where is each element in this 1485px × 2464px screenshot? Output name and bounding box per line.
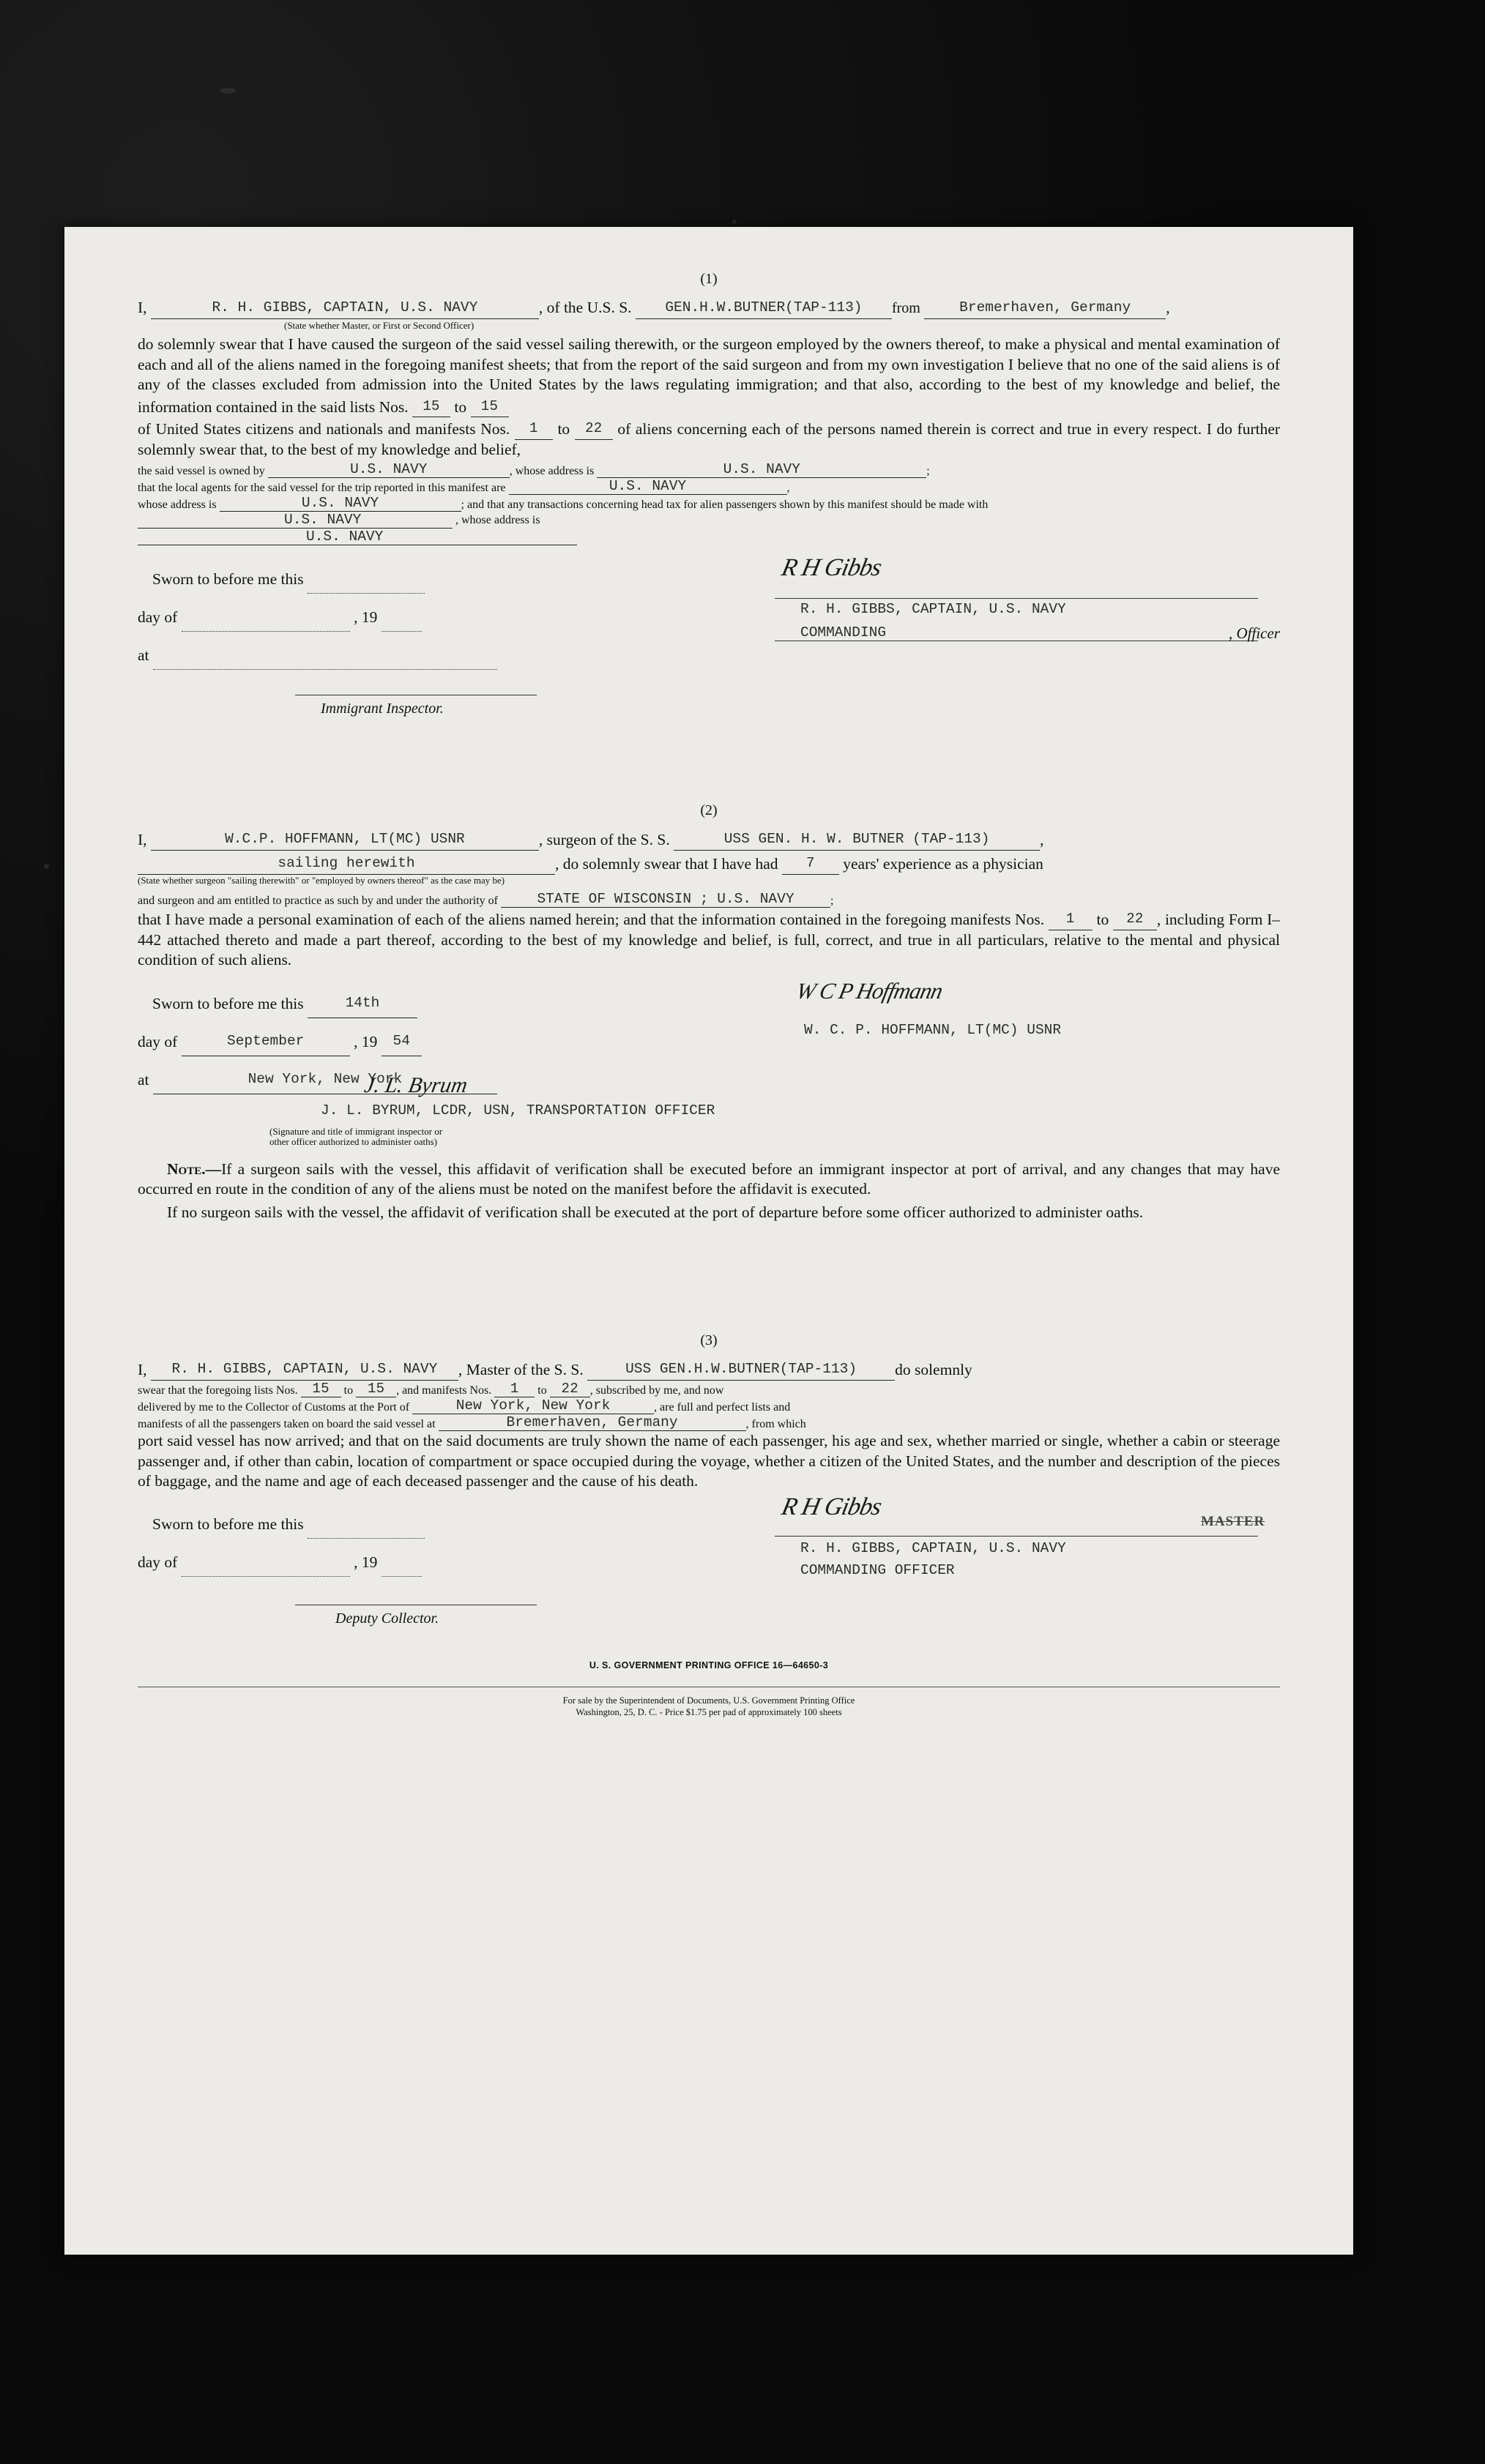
month-field-1[interactable] (182, 631, 350, 632)
owner-address-field[interactable]: U.S. NAVY (597, 461, 926, 478)
surgeon-signature-script: W C P Hoffmann (794, 977, 945, 1004)
sworn-date-field-3[interactable] (308, 1538, 425, 1539)
section-1-headtax-address-line (138, 529, 1280, 545)
section-3-lists-line: swear that the foregoing lists Nos. 15 to 15 , and manifests Nos. 1 to 22 , subscribed by me, and now (138, 1381, 724, 1397)
section-2-i-label: I, (138, 831, 147, 848)
day-of-label-1: day of , 19 (138, 602, 422, 632)
sworn-day-field-2[interactable]: 14th (308, 987, 417, 1018)
sworn-date-field-1[interactable] (308, 593, 425, 594)
month-field-3[interactable] (182, 1576, 350, 1577)
day-of-label-3: day of , 19 (138, 1548, 422, 1577)
section-2-sworn-block (138, 977, 1280, 1170)
section-1-sworn-block (138, 554, 1280, 722)
month-field-2[interactable]: September (182, 1025, 350, 1056)
master-name-field[interactable]: R. H. GIBBS, CAPTAIN, U.S. NAVY (151, 295, 539, 319)
immigrant-inspector-label-1: Immigrant Inspector. (321, 701, 444, 717)
master-signature-1: R H Gibbs (779, 554, 884, 581)
section-2-authority-line: and surgeon and am entitled to practice as such by and under the authority of STATE OF WISCONSIN ; U.S. NAVY ; (138, 891, 834, 907)
master-title-typed-1: COMMANDING (800, 624, 887, 641)
vessel-name-field[interactable]: GEN.H.W.BUTNER(TAP-113) (636, 295, 892, 319)
dust-speck (220, 88, 236, 94)
master-caption: (State whether Master, or First or Second Officer) (284, 320, 474, 331)
section-3-port-line: delivered by me to the Collector of Customs at the Port of New York, New York , are full and perfect lists and (138, 1397, 791, 1414)
master-title-typed-3: COMMANDING OFFICER (800, 1561, 955, 1578)
at-place-field-2[interactable]: New York, New York (153, 1063, 497, 1094)
at-label-1: at (138, 641, 497, 670)
manifest-from-field[interactable]: 1 (515, 417, 553, 440)
agent-address-field[interactable]: U.S. NAVY (220, 495, 461, 512)
section-2-number: (2) (700, 802, 718, 818)
surgeon-of-label: , surgeon of the S. S. (538, 831, 670, 848)
section-1-citizens-line: of United States citizens and nationals and manifests Nos. 1 to 22 of aliens concerning each of the persons named therein is correct and true in every respect. I do further solemnly swear that, to the best of my knowledge and belief, (138, 417, 1280, 460)
headtax-with-field[interactable]: U.S. NAVY (138, 512, 453, 529)
day-of-label-2: day of September , 19 54 (138, 1025, 422, 1056)
section-3-i-label: I, (138, 1361, 147, 1378)
surgeon-name-field[interactable]: W.C.P. HOFFMANN, LT(MC) USNR (151, 826, 539, 851)
dust-speck (732, 220, 737, 224)
signature-rule-3 (775, 1536, 1258, 1537)
section-2-note-2: If no surgeon sails with the vessel, the affidavit of verification shall be executed at the port of departure before some officer authorized to administer oaths. (167, 1203, 1144, 1221)
year-field-1[interactable] (382, 631, 422, 632)
year-field-3[interactable] (382, 1576, 422, 1577)
section-3-affidavit: I, R. H. GIBBS, CAPTAIN, U.S. NAVY , Master of the S. S. USS GEN.H.W.BUTNER(TAP-113) do solemnly swear that the foregoing lists Nos. 15 to 15 , and manifests Nos. 1 to 22 , subscribed by me, and now delivered by me to the Collector of Customs at the Port of New York, New York , are full and perfect lists and manifests of all the passengers taken on board the said vessel at Bremerhaven, Germany , from which port said vessel has now arrived; and that on the said documents are truly shown the name of each passenger, his age and sex, whether married or single, whether a cabin or steerage passenger and, if other than cabin, location of compartment or space occupied during the voyage, whether a citizen of the United States, and the number and description of the pieces of baggage, and the name and age of each deceased passenger and the cause of his death. (138, 1356, 1280, 1492)
at-label-2: at New York, New York (138, 1063, 497, 1094)
signature-rule-1 (775, 598, 1258, 599)
section-1-headtax-line: U.S. NAVY , whose address is (138, 512, 1280, 529)
master-signature-typed-1: R. H. GIBBS, CAPTAIN, U.S. NAVY (800, 601, 1066, 617)
section-1-owner-line: the said vessel is owned by U.S. NAVY , whose address is U.S. NAVY ; (138, 461, 930, 477)
surgeon-caption: (State whether surgeon "sailing therewith" or "employed by owners thereof" as the case may be) (138, 875, 505, 886)
s2-manifest-from-field[interactable]: 1 (1049, 908, 1093, 930)
section-1-agent-address-line: whose address is U.S. NAVY ; and that any transactions concerning head tax for alien passengers shown by this manifest should be made with (138, 495, 989, 511)
officer-label-1: , Officer (1229, 624, 1280, 642)
sworn-label-1: Sworn to before me this (152, 564, 425, 594)
sworn-label-2: Sworn to before me this 14th (152, 987, 417, 1018)
customs-port-field[interactable]: New York, New York (412, 1397, 654, 1414)
s3-master-name-field[interactable]: R. H. GIBBS, CAPTAIN, U.S. NAVY (151, 1356, 458, 1381)
section-1-number: (1) (700, 271, 718, 287)
sworn-label-3: Sworn to before me this (152, 1509, 425, 1539)
s3-manifest-to-field[interactable]: 22 (550, 1381, 590, 1397)
note-label: Note.— (167, 1160, 222, 1178)
master-signature-3: R H Gibbs (779, 1493, 884, 1520)
section-1-paragraph: do solemnly swear that I have caused the surgeon of the said vessel sailing therewith, or the surgeon employed by the owners thereof, to make a physical and mental examination of each and all of the aliens named in the foregoing manifest sheets; that from the report of the said surgeon and from my own investigation I believe that no one of the said aliens is of any of the classes excluded from admission into the United States by the laws regulating immigration; and that also, according to the best of my knowledge and belief, the information contained in the said lists Nos. 15 to 15 (138, 335, 1280, 417)
document-body (138, 271, 1280, 2218)
vessel-owner-field[interactable]: U.S. NAVY (268, 461, 510, 478)
manifest-to-field[interactable]: 22 (575, 417, 613, 440)
document-page (64, 227, 1353, 2255)
section-1-from-label: from (891, 300, 920, 316)
section-2-paragraph: that I have made a personal examination of each of the aliens named herein; and that the information contained in the foregoing manifests Nos. 1 to 22 , including Form I–442 attached thereto and made a part thereof, according to the best of my knowledge and belief, is full, correct, and true in all particulars, relative to the mental and physical condition of such aliens. (138, 908, 1280, 971)
authority-field[interactable]: STATE OF WISCONSIN ; U.S. NAVY (501, 891, 830, 908)
inspector-signature-typed: J. L. BYRUM, LCDR, USN, TRANSPORTATION OFFICER (321, 1102, 715, 1119)
headtax-address-field[interactable]: U.S. NAVY (138, 529, 577, 545)
section-1-agents-line: that the local agents for the said vessel for the trip reported in this manifest are U.S. NAVY , (138, 478, 790, 494)
sale-line-2: Washington, 25, D. C. - Price $1.75 per pad of approximately 100 sheets (576, 1706, 842, 1717)
local-agents-field[interactable]: U.S. NAVY (509, 478, 787, 495)
inspector-signature-script: J. L. Byrum (362, 1072, 469, 1097)
section-3-paragraph: port said vessel has now arrived; and that on the said documents are truly shown the name of each passenger, his age and sex, whether married or single, whether a cabin or steerage passenger and, if other than cabin, location of compartment or space occupied during the voyage, whether a citizen of the United States, and the number and description of the pieces of baggage, and the name and age of each deceased passenger and the cause of his death. (138, 1432, 1280, 1490)
section-2-affidavit: I, W.C.P. HOFFMANN, LT(MC) USNR , surgeon of the S. S. USS GEN. H. W. BUTNER (TAP-113) , sailing herewith , do solemnly swear that I have had 7 years' experience as a physician (State whether surgeon "sailing therewith" or "employed by owners thereof" as the case may be) and surgeon and am entitled to practice as such by and under the authority of STATE OF WISCONSIN ; U.S. NAVY ; that I have made a personal examination of each of the aliens named herein; and that the information contained in the foregoing manifests Nos. 1 to 22 , including Form I–442 attached thereto and made a part thereof, according to the best of my knowledge and belief, is full, correct, and true in all particulars, relative to the mental and physical condition of such aliens. (138, 826, 1280, 971)
section-1-ss-label: U.S. S. (587, 299, 632, 316)
dust-speck (44, 864, 49, 869)
master-strikeout-label: MASTER (1201, 1513, 1265, 1529)
year-field-2[interactable]: 54 (382, 1025, 422, 1056)
s2-manifest-to-field[interactable]: 22 (1113, 908, 1157, 930)
section-1-of-the: , of the (538, 299, 584, 316)
s3-vessel-field[interactable]: USS GEN.H.W.BUTNER(TAP-113) (587, 1356, 895, 1381)
section-3-number: (3) (700, 1332, 718, 1348)
section-3-sworn-block (138, 1493, 1280, 1656)
section-3-board-line: manifests of all the passengers taken on board the said vessel at Bremerhaven, Germany , from which (138, 1414, 806, 1430)
s3-manifest-from-field[interactable]: 1 (494, 1381, 535, 1397)
surgeon-vessel-field[interactable]: USS GEN. H. W. BUTNER (TAP-113) (674, 826, 1040, 851)
at-place-field-1[interactable] (153, 669, 497, 670)
inspector-caption-line-1: (Signature and title of immigrant inspector or (269, 1125, 443, 1137)
deputy-collector-label: Deputy Collector. (335, 1610, 439, 1627)
section-1-affidavit: I, R. H. GIBBS, CAPTAIN, U.S. NAVY , of the U.S. S. GEN.H.W.BUTNER(TAP-113) from Bremerhaven, Germany , (State whether Master, or First or Second Officer) do solemnly swear that I have caused the surgeon of the said vessel sailing therewith, or the surgeon employed by the owners thereof, to make a physical and mental examination of each and all of the aliens named in the foregoing manifest sheets; that from the report of the said surgeon and from my own investigation I believe that no one of the said aliens is of any of the classes excluded from admission into the United States by the laws regulating immigration; and that also, according to the best of my knowledge and belief, the information contained in the said lists Nos. 15 to 15 of United States citizens and nationals and manifests Nos. 1 to 22 of aliens concerning each of the persons named therein is correct and true in every respect. I do further solemnly swear that, to the best of my knowledge and belief, the said vessel is owned by U.S. NAVY , whose address is U.S. NAVY ; that the local agents for the said vessel for the trip reported in this manifest are U.S. NAVY , whose address is U.S. NAVY ; and that any transactions concerning head tax for alien passengers shown by this manifest should be made with U.S. NAVY , whose address is U.S. NAVY (138, 295, 1280, 545)
lists-from-field[interactable]: 15 (412, 395, 450, 418)
years-experience-field[interactable]: 7 (782, 851, 839, 875)
sailing-herewith-field[interactable]: sailing herewith (138, 851, 555, 875)
surgeon-signature-typed: W. C. P. HOFFMANN, LT(MC) USNR (804, 1021, 1062, 1038)
board-port-field[interactable]: Bremerhaven, Germany (439, 1414, 746, 1431)
master-signature-typed-3: R. H. GIBBS, CAPTAIN, U.S. NAVY (800, 1539, 1066, 1556)
printing-office-line: U. S. GOVERNMENT PRINTING OFFICE 16—64650-3 (589, 1660, 829, 1670)
section-2-note: Note.—If a surgeon sails with the vessel, this affidavit of verification shall be executed before an immigrant inspector at port of arrival, and any changes that may have occurred en route in the condition of any of the aliens must be noted on the manifest before the affidavit is executed. (138, 1160, 1280, 1198)
lists-to-field[interactable]: 15 (471, 395, 509, 418)
s3-lists-to-field[interactable]: 15 (356, 1381, 396, 1397)
s3-lists-from-field[interactable]: 15 (301, 1381, 341, 1397)
from-port-field[interactable]: Bremerhaven, Germany (924, 295, 1166, 319)
sale-line-1: For sale by the Superintendent of Documents, U.S. Government Printing Office (562, 1695, 855, 1706)
section-1-i-label: I, (138, 299, 147, 316)
inspector-caption-line-2: other officer authorized to administer oaths) (269, 1135, 437, 1147)
